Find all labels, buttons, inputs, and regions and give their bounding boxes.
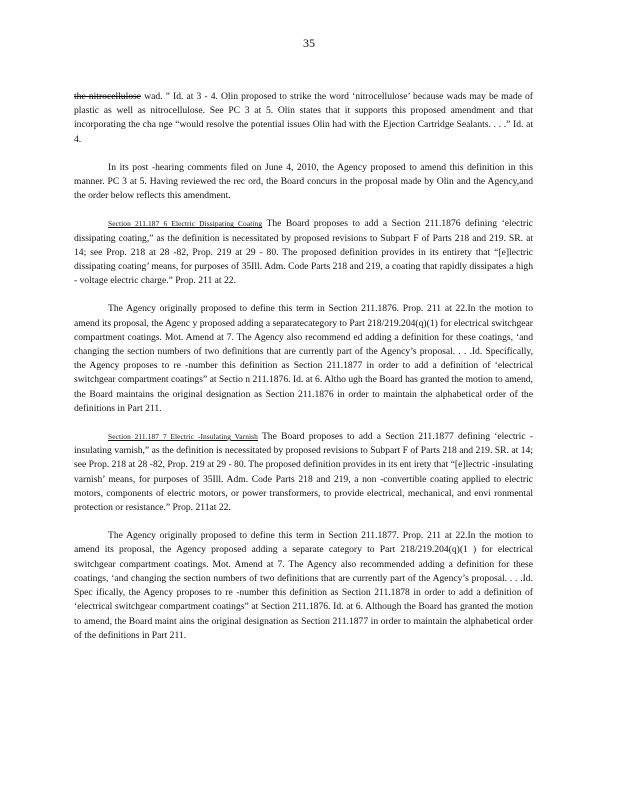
- paragraph-text: wad. ” Id. at 3 - 4. Olin proposed to strike the word ‘nitrocellulose’ because wads may be made of plastic as well as nitrocellulose. See PC 3 at 5. Olin states that it supports this proposed amendment and that incorporating the cha nge “would resolve the potential issues Olin had with the Ejection Cartridge Sealants. . . .” Id. at 4.: [74, 91, 533, 145]
- page-number: 35: [303, 36, 315, 50]
- paragraph-olin-comment: [74, 90, 533, 147]
- paragraph-agency-original-1877: The Agency originally proposed to define this term in Section 211.1877. Prop. 211 at 22.In the motion to amend its proposal, the Agency proposed adding a separate category to Part 218/219.204(q)(1 ) for electrical switchgear compartment coatings. Mot. Amend at 7. The Agency also recommended adding a definition for these coatings, ‘and changing the section numbers of two definitions that are currently part of the Agency’s proposal. . . .Id. Spec ifically, the Agency proposes to re -number this definition as Section 211.1878 in order to add a definition of ‘electrical switchgear compartment coatings” at Section 211.1876. Id. at 6. Although the Board has granted the motion to amend, the Board maint ains the original designation as Section 211.1877 in order to maintain the alphabetical order of the definitions in Part 211.: [74, 530, 533, 641]
- struck-text: the nitrocellulose: [74, 91, 142, 102]
- paragraph-section-211-1876: [74, 217, 533, 288]
- paragraph-text: The Board proposes to add a Section 211.1877 defining ‘electric -insulating varnish,” as the definition is necessitated by proposed revisions to Subpart F of Parts 218 and 219. SR. at 14; see Prop. 218 at 28 -82, Prop. 219 at 29 - 80. The proposed definition provides in its ent irety that “[e]lectric -insulating varnish’ means, for purposes of 35Ill. Adm. Code Parts 218 and 219, a non -convertible coating applied to electric motors, components of electric motors, or power transformers, to provide electrical, mechanical, and envi ronmental protection or resistance.” Prop. 211at 22.: [74, 431, 534, 514]
- section-heading: Section 211.187 6 Electric Dissipating Coating: [108, 219, 263, 229]
- document-body: [74, 90, 533, 643]
- paragraph-text: The Board proposes to add a Section 211.1876 defining ‘electric dissipating coating,” as the definition is necessitated by proposed revisions to Subpart F of Parts 218 and 219. SR. at 14; see Prop. 218 at 28 -82, Prop. 219 at 29 - 80. The proposed definition provides in its entirety that “[e]lectric dissipating coating’ means, for purposes of 35Ill. Adm. Code Parts 218 and 219, a coating that rapidly dissipates a high - voltage electric charge.” Prop. 211 at 22.: [74, 218, 534, 287]
- paragraph-agency-original-1876: The Agency originally proposed to define this term in Section 211.1876. Prop. 211 at 22.In the motion to amend its proposal, the Agenc y proposed adding a separatecategory to Part 218/219.204(q)(1) for electrical switchgear compartment coatings. Mot. Amend at 7. The Agency also recommend ed adding a definition for these coatings, ‘and changing the section numbers of two definitions that are currently part of the Agency’s proposal. . . .Id. Specifically, the Agency proposes to re -number this definition as Section 211.1877 in order to add a definition of ‘electrical switchgear compartment coatings” at Sectio n 211.1876. Id. at 6. Altho ugh the Board has granted the motion to amend, the Board maintains the original designation as Section 211.1876 in order to maintain the alphabetical order of the definitions in Part 211.: [74, 303, 533, 414]
- section-heading: Section 211.187 7 Electric -Insulating Varnish: [108, 432, 258, 442]
- paragraph-agency-post-hearing: In its post -hearing comments filed on June 4, 2010, the Agency proposed to amend this definition in this manner. PC 3 at 5. Having reviewed the rec ord, the Board concurs in the proposal made by Olin and the Agency,and the order below reflects this amendment.: [74, 161, 533, 202]
- paragraph-section-211-1877: [74, 430, 533, 515]
